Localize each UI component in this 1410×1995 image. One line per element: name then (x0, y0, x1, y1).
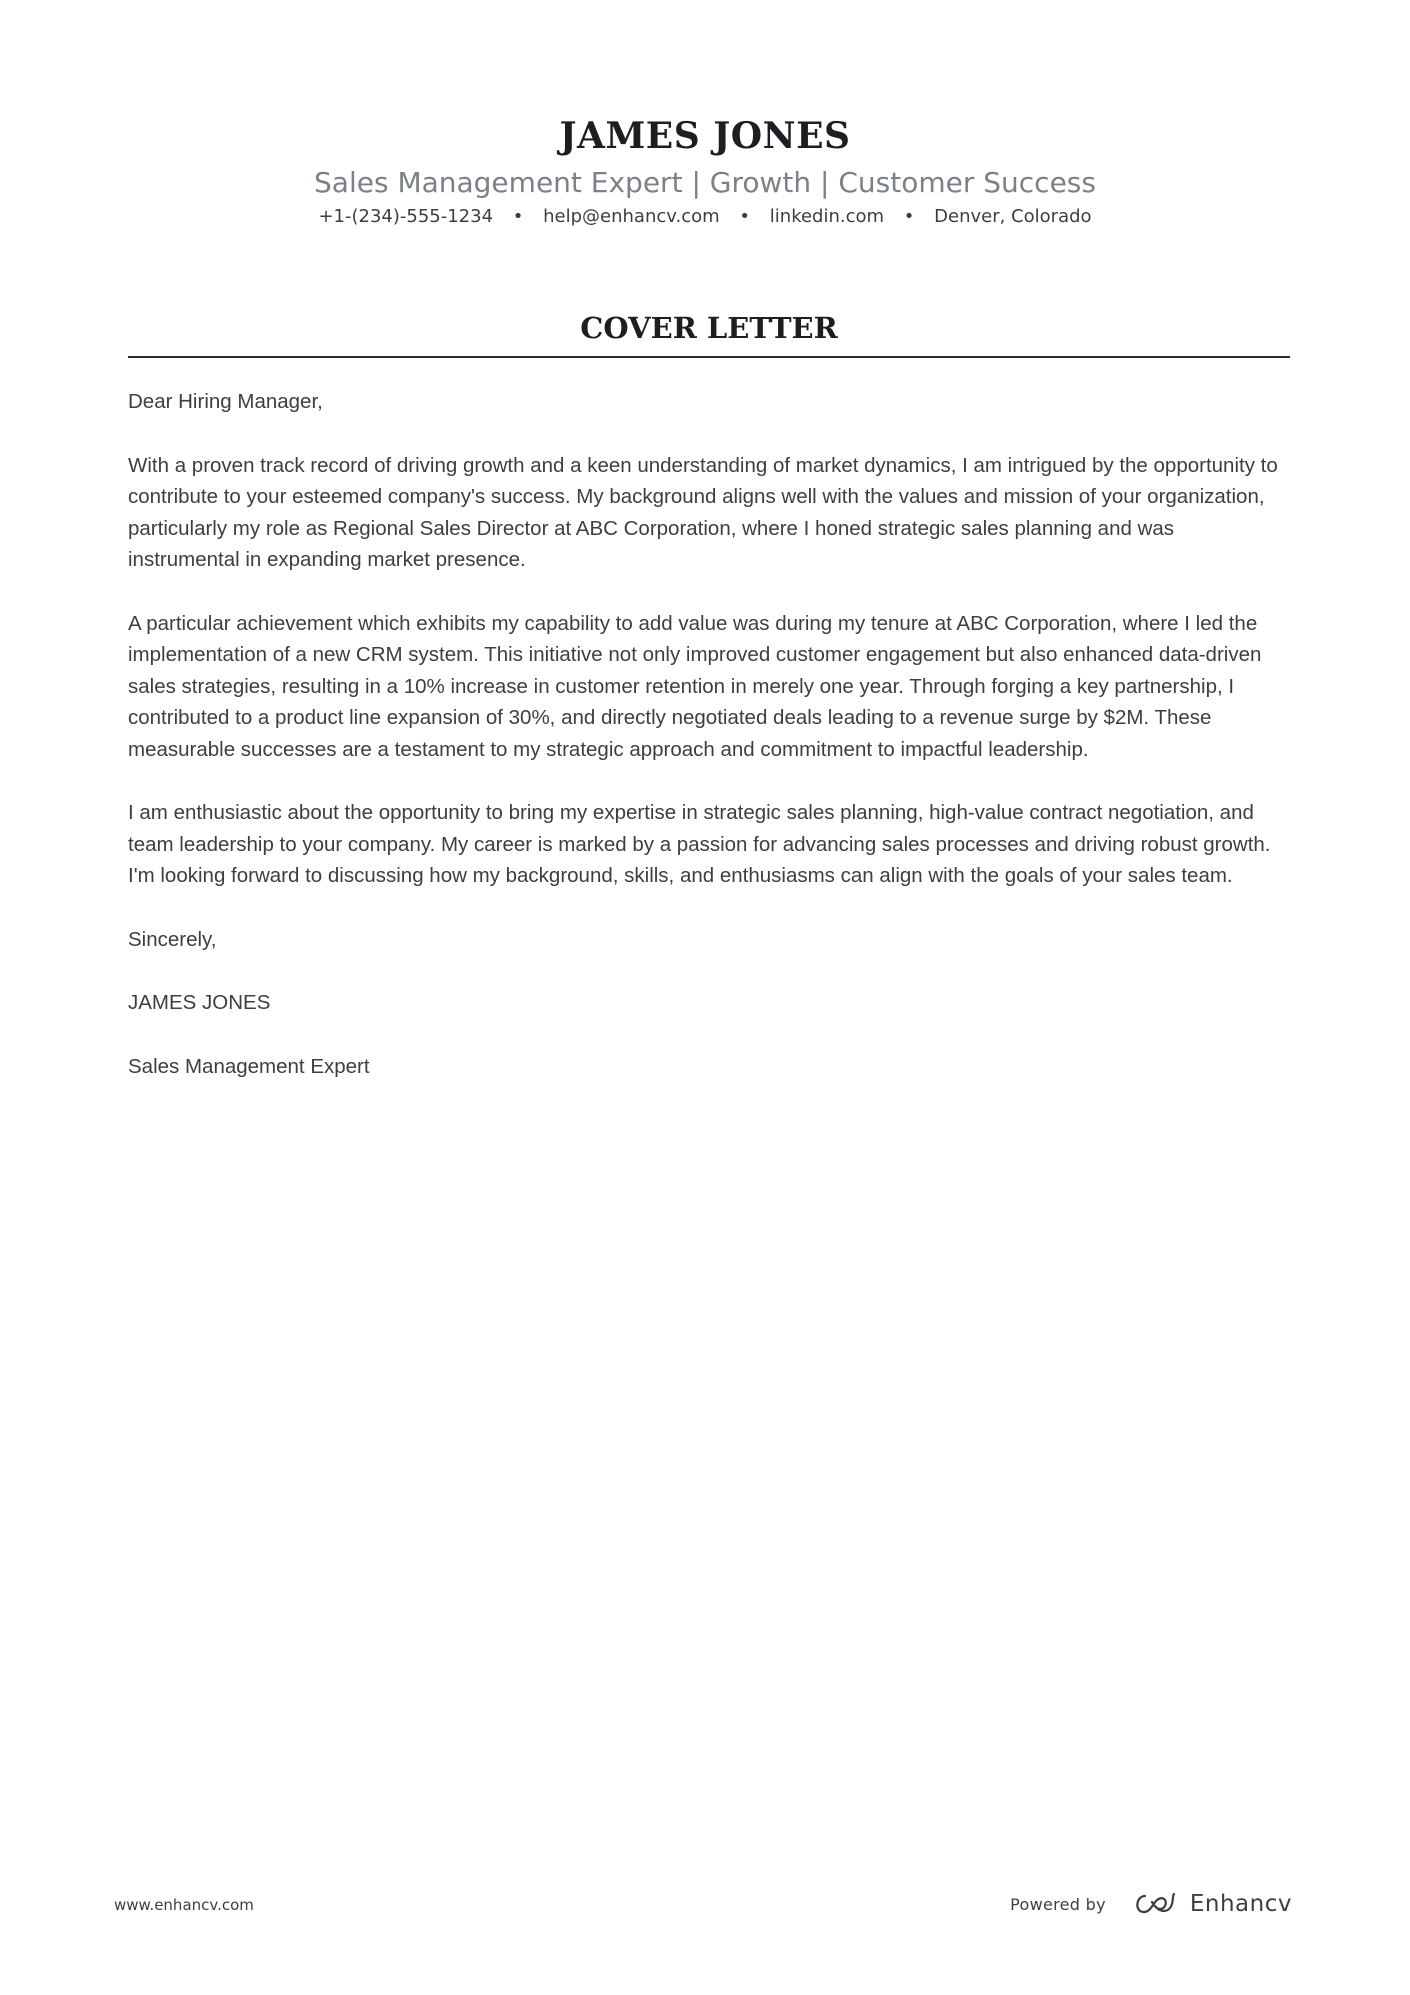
greeting: Dear Hiring Manager, (128, 390, 323, 413)
footer-branding (1010, 1884, 1292, 1924)
email-link[interactable]: help@enhancv.com (543, 206, 720, 227)
separator: • (512, 206, 524, 227)
letter-body (128, 386, 1290, 1114)
enhancv-brand: Enhancv (1189, 1891, 1292, 1917)
linkedin-link[interactable]: linkedin.com (769, 206, 885, 227)
phone: +1-(234)-555-1234 (318, 206, 494, 227)
separator: • (739, 206, 751, 227)
signature-title: Sales Management Expert (128, 1054, 370, 1078)
paragraph-2: A particular achievement which exhibits my capability to add value was during my tenure at ABC Corporation, where I led the implementation of a new CRM system. This initiative not only improved customer engagement but also enhanced data-driven sales strategies, resulting in a 10% increase in customer retention in merely one year. Through forging a key partnership, I contributed to a product line expansion of 30%, and directly negotiated deals leading to a revenue surge by $2M. These measurable successes are a testament to my strategic approach and commitment to impactful leadership. (128, 611, 1262, 761)
header (0, 112, 1410, 230)
enhancv-logo-icon (1132, 1892, 1176, 1916)
paragraph-1: With a proven track record of driving growth and a keen understanding of market dynamics, I am intrigued by the opportunity to contribute to your esteemed company's success. My background aligns well with the values and mission of your organization, particularly my role as Regional Sales Director at ABC Corporation, where I honed strategic sales planning and was instrumental in expanding market presence. (128, 453, 1278, 571)
paragraph-3: I am enthusiastic about the opportunity to bring my expertise in strategic sales planning, high-value contract negotiation, and team leadership to your company. My career is marked by a passion for advancing sales processes and driving robust growth. I'm looking forward to discussing how my background, skills, and enthusiasms can align with the goals of your sales team. (128, 801, 1271, 887)
separator: • (903, 206, 915, 227)
footer-website[interactable]: www.enhancv.com (114, 1896, 254, 1914)
candidate-headline: Sales Management Expert | Growth | Customer Success (314, 166, 1096, 199)
section-divider (128, 356, 1290, 358)
signature-name: JAMES JONES (128, 991, 271, 1014)
section-title: COVER LETTER (580, 311, 838, 345)
closing: Sincerely, (128, 927, 217, 951)
contact-info (0, 204, 1410, 230)
candidate-name: JAMES JONES (559, 115, 851, 157)
powered-by-label: Powered by (1010, 1894, 1106, 1914)
location: Denver, Colorado (934, 206, 1092, 227)
